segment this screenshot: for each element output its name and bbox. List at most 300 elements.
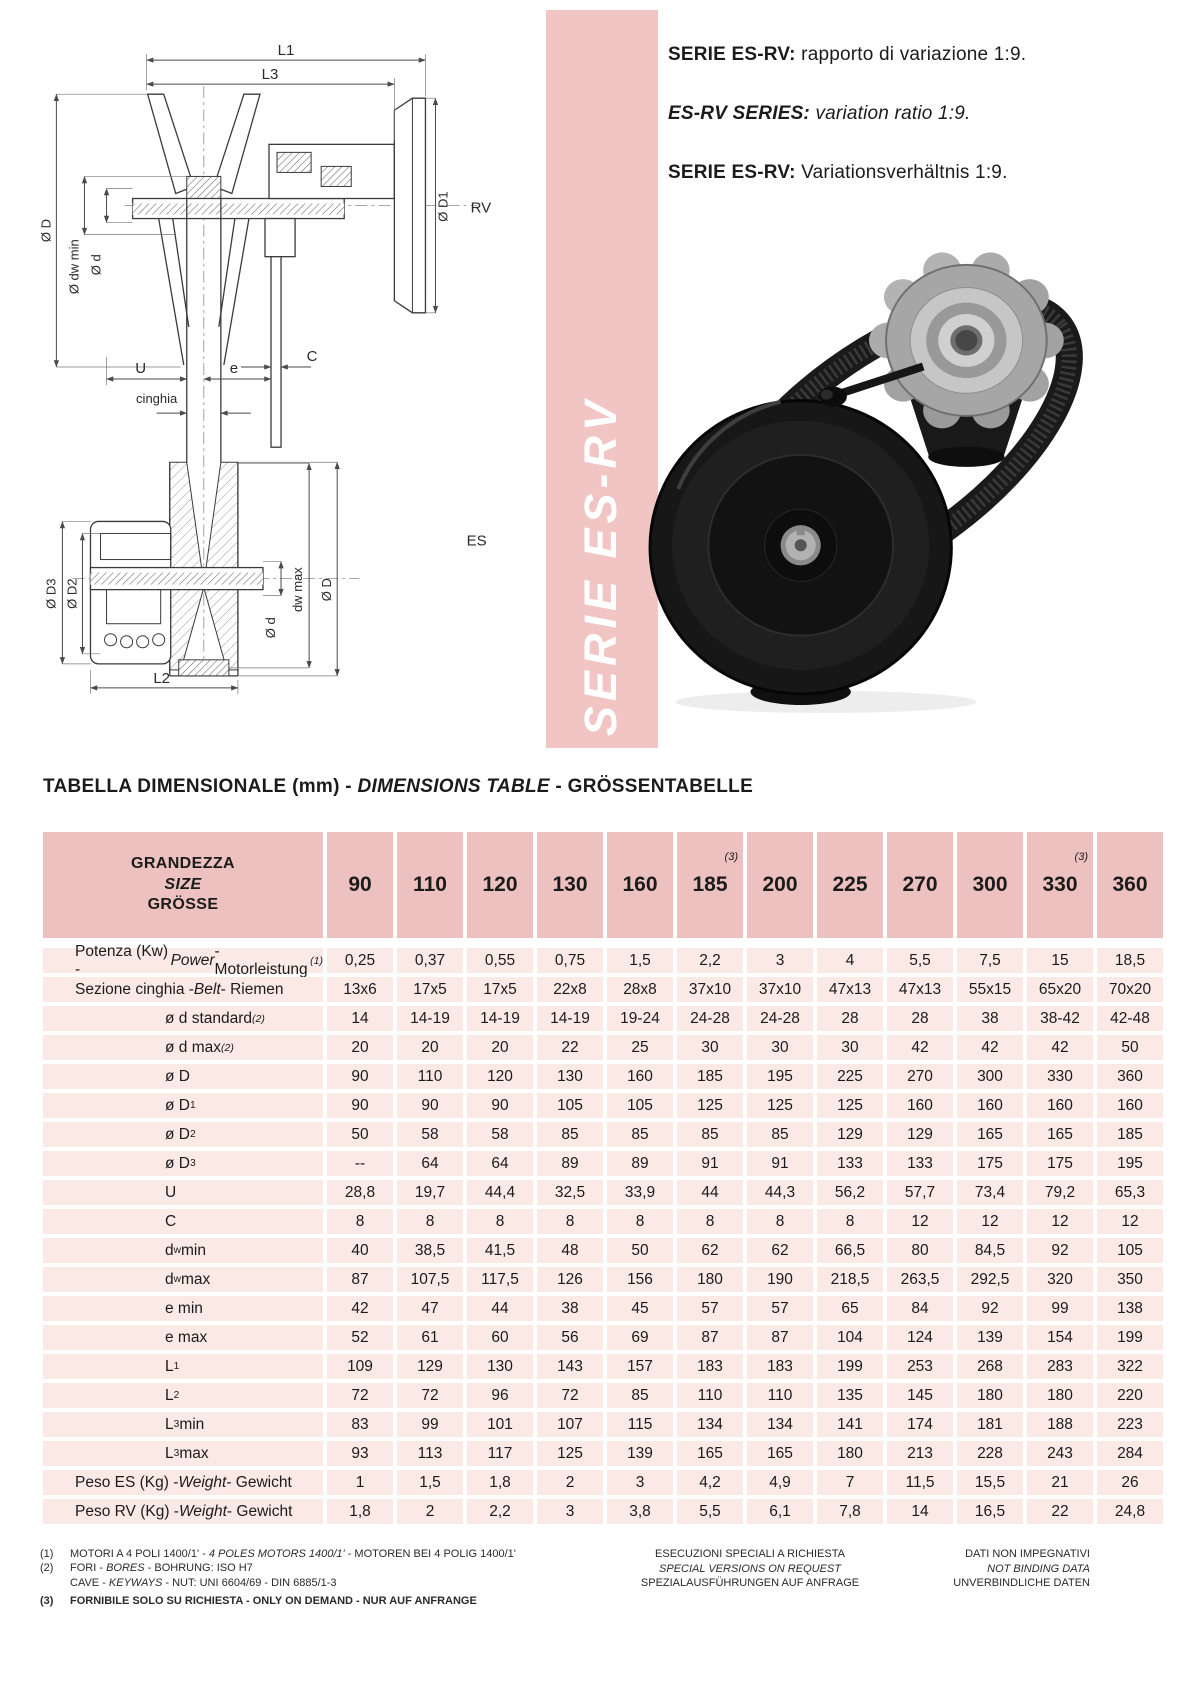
value-cell: 154 — [1027, 1325, 1093, 1350]
value-cell: 99 — [1027, 1296, 1093, 1321]
row-label — [43, 1151, 323, 1176]
value-cell: 12 — [1027, 1209, 1093, 1234]
text-part: d — [165, 1241, 174, 1259]
value-cell: 268 — [957, 1354, 1023, 1379]
text-part: L — [165, 1415, 174, 1433]
corner-line-en: SIZE — [164, 875, 202, 893]
value-cell: 165 — [677, 1441, 743, 1466]
value-cell: 56,2 — [817, 1180, 883, 1205]
size-column-header — [467, 832, 533, 938]
value-cell: 79,2 — [1027, 1180, 1093, 1205]
value-cell: 55x15 — [957, 977, 1023, 1002]
value-cell: 20 — [467, 1035, 533, 1060]
text-part: Potenza (Kw) - — [75, 942, 169, 978]
size-column-header — [817, 832, 883, 938]
size-column-header — [1027, 832, 1093, 938]
dim-label-l1: L1 — [277, 42, 295, 60]
value-cell: 134 — [747, 1412, 813, 1437]
text-part: max — [181, 1270, 211, 1288]
size-column-header — [537, 832, 603, 938]
size-label: 200 — [762, 873, 798, 896]
text-part: - NUT: UNI 6604/69 - DIN 6885/1-3 — [162, 1576, 337, 1589]
value-cell: 8 — [607, 1209, 673, 1234]
value-cell: 84 — [887, 1296, 953, 1321]
value-cell: 69 — [607, 1325, 673, 1350]
table-header-row — [43, 832, 1163, 938]
dim-label-u: U — [135, 360, 147, 378]
value-cell: 115 — [607, 1412, 673, 1437]
value-cell: 180 — [677, 1267, 743, 1292]
intro-line-rest: variation ratio 1:9. — [809, 103, 971, 124]
value-cell: 180 — [1027, 1383, 1093, 1408]
footer-right-line: UNVERBINDLICHE DATEN — [953, 1577, 1090, 1590]
value-cell: 96 — [467, 1383, 533, 1408]
value-cell: 38 — [957, 1006, 1023, 1031]
value-cell: 284 — [1097, 1441, 1163, 1466]
value-cell: 22 — [1027, 1499, 1093, 1524]
value-cell: 87 — [327, 1267, 393, 1292]
value-cell: 72 — [327, 1383, 393, 1408]
value-cell: 165 — [1027, 1122, 1093, 1147]
intro-line-lead: SERIE ES-RV: — [668, 44, 796, 65]
value-cell: 40 — [327, 1238, 393, 1263]
row-label — [43, 1441, 323, 1466]
text-part: ø D — [165, 1096, 190, 1114]
footnote-line — [70, 1576, 337, 1590]
size-column-header — [327, 832, 393, 938]
value-cell: 185 — [677, 1064, 743, 1089]
value-cell: 0,37 — [397, 948, 463, 973]
dim-label-l3: L3 — [261, 66, 279, 84]
value-cell: 8 — [817, 1209, 883, 1234]
value-cell: 243 — [1027, 1441, 1093, 1466]
size-column-header — [887, 832, 953, 938]
value-cell: 92 — [957, 1296, 1023, 1321]
row-label — [43, 1122, 323, 1147]
value-cell: 42-48 — [1097, 1006, 1163, 1031]
value-cell: 157 — [607, 1354, 673, 1379]
value-cell: 14-19 — [397, 1006, 463, 1031]
value-cell: 57 — [677, 1296, 743, 1321]
text-part: L — [165, 1386, 174, 1404]
value-cell: 80 — [887, 1238, 953, 1263]
intro-line — [668, 44, 1188, 66]
value-cell: 83 — [327, 1412, 393, 1437]
row-label — [43, 1354, 323, 1379]
value-cell: 199 — [817, 1354, 883, 1379]
footnote — [40, 1594, 516, 1608]
value-cell: 89 — [607, 1151, 673, 1176]
dim-label-d1: Ø D1 — [435, 191, 451, 222]
value-cell: 292,5 — [957, 1267, 1023, 1292]
value-cell: 93 — [327, 1441, 393, 1466]
value-cell: 2,2 — [677, 948, 743, 973]
size-label: 300 — [972, 873, 1008, 896]
dim-label-c: C — [306, 347, 318, 365]
value-cell: 62 — [747, 1238, 813, 1263]
value-cell: 89 — [537, 1151, 603, 1176]
value-cell: 135 — [817, 1383, 883, 1408]
text-part: 1 — [189, 1100, 196, 1111]
value-cell: 15 — [1027, 948, 1093, 973]
text-part: (2) — [220, 1041, 234, 1054]
value-cell: 33,9 — [607, 1180, 673, 1205]
row-label — [43, 942, 323, 978]
value-cell: 84,5 — [957, 1238, 1023, 1263]
es-unit-label: ES — [466, 532, 487, 550]
table-corner-header — [43, 832, 323, 938]
value-cell: 28 — [887, 1006, 953, 1031]
value-cell: 117,5 — [467, 1267, 533, 1292]
size-footnote-mark: (3) — [1074, 851, 1088, 863]
text-part: Peso ES (Kg) - — [75, 1473, 179, 1491]
value-cell: 5,5 — [887, 948, 953, 973]
text-part: w — [173, 1245, 182, 1256]
text-part: - Motorleistung — [214, 942, 308, 978]
footnote-number: (2) — [40, 1562, 54, 1575]
row-label — [43, 1267, 323, 1292]
intro-line-lead: SERIE ES-RV: — [668, 162, 796, 183]
footnote-line — [70, 1547, 516, 1561]
value-cell: 145 — [887, 1383, 953, 1408]
value-cell: 138 — [1097, 1296, 1163, 1321]
value-cell: 8 — [747, 1209, 813, 1234]
dim-label-d-2: Ø D — [319, 578, 335, 602]
value-cell: 19-24 — [607, 1006, 673, 1031]
value-cell: 0,55 — [467, 948, 533, 973]
value-cell: 24-28 — [677, 1006, 743, 1031]
value-cell: 190 — [747, 1267, 813, 1292]
row-label — [43, 1325, 323, 1350]
value-cell: 12 — [1097, 1209, 1163, 1234]
size-column-header — [677, 832, 743, 938]
text-part: FORNIBILE SOLO SU RICHIESTA - ONLY ON DEMAND - NUR AUF ANFRANGE — [70, 1594, 477, 1607]
value-cell: 263,5 — [887, 1267, 953, 1292]
value-cell: 129 — [887, 1122, 953, 1147]
value-cell: 47x13 — [887, 977, 953, 1002]
value-cell: 28 — [817, 1006, 883, 1031]
footer-special-versions — [620, 1547, 880, 1591]
value-cell: 160 — [887, 1093, 953, 1118]
value-cell: 188 — [1027, 1412, 1093, 1437]
intro-line-rest: Variationsverhältnis 1:9. — [795, 162, 1008, 183]
text-part: - Gewicht — [226, 1502, 293, 1520]
value-cell: 92 — [1027, 1238, 1093, 1263]
dim-label-d: Ø D — [38, 219, 54, 243]
value-cell: 2 — [537, 1470, 603, 1495]
size-label: 360 — [1112, 873, 1148, 896]
row-label — [43, 1499, 323, 1524]
text-part: e min — [165, 1299, 203, 1317]
size-label: 110 — [413, 873, 447, 896]
row-label — [43, 1209, 323, 1234]
value-cell: 90 — [327, 1093, 393, 1118]
value-cell: 7 — [817, 1470, 883, 1495]
value-cell: 24-28 — [747, 1006, 813, 1031]
dimensions-table — [43, 832, 1163, 1524]
value-cell: 110 — [677, 1383, 743, 1408]
value-cell: 107 — [537, 1412, 603, 1437]
text-part: min — [179, 1415, 205, 1433]
technical-drawing — [28, 26, 510, 718]
value-cell: 320 — [1027, 1267, 1093, 1292]
value-cell: 44,4 — [467, 1180, 533, 1205]
value-cell: 125 — [747, 1093, 813, 1118]
value-cell: 139 — [957, 1325, 1023, 1350]
text-part: U — [165, 1183, 177, 1201]
value-cell: 350 — [1097, 1267, 1163, 1292]
text-part: MOTORI A 4 POLI 1400/1' - — [70, 1548, 209, 1560]
value-cell: 126 — [537, 1267, 603, 1292]
intro-line-lead: ES-RV SERIES: — [668, 103, 810, 124]
row-label — [43, 1238, 323, 1263]
value-cell: 38-42 — [1027, 1006, 1093, 1031]
value-cell: 3 — [607, 1470, 673, 1495]
value-cell: 42 — [1027, 1035, 1093, 1060]
size-label: 185 — [692, 873, 728, 896]
value-cell: 181 — [957, 1412, 1023, 1437]
value-cell: 105 — [1097, 1238, 1163, 1263]
value-cell: 42 — [957, 1035, 1023, 1060]
value-cell: 183 — [677, 1354, 743, 1379]
size-label: 120 — [482, 873, 518, 896]
value-cell: 66,5 — [817, 1238, 883, 1263]
value-cell: 50 — [607, 1238, 673, 1263]
es-pulley-section — [90, 462, 262, 676]
value-cell: 24,8 — [1097, 1499, 1163, 1524]
value-cell: 87 — [677, 1325, 743, 1350]
value-cell: 133 — [817, 1151, 883, 1176]
value-cell: 44,3 — [747, 1180, 813, 1205]
row-label — [43, 1470, 323, 1495]
text-part: BORES — [106, 1562, 145, 1575]
value-cell: 283 — [1027, 1354, 1093, 1379]
dim-label-d2: Ø D2 — [64, 578, 80, 609]
value-cell: 129 — [397, 1354, 463, 1379]
corner-line-de: GRÖSSE — [147, 896, 219, 914]
dim-label-dw-min: Ø dw min — [66, 239, 82, 295]
value-cell: 72 — [397, 1383, 463, 1408]
value-cell: 37x10 — [677, 977, 743, 1002]
text-part: 3 — [173, 1448, 180, 1459]
value-cell: 3 — [747, 948, 813, 973]
value-cell: 22x8 — [537, 977, 603, 1002]
value-cell: 58 — [397, 1122, 463, 1147]
value-cell: 160 — [607, 1064, 673, 1089]
value-cell: 218,5 — [817, 1267, 883, 1292]
size-label: 90 — [348, 873, 372, 896]
text-part: w — [173, 1274, 182, 1285]
corner-line-it: GRANDEZZA — [130, 854, 236, 872]
text-part: d — [165, 1270, 174, 1288]
value-cell: 37x10 — [747, 977, 813, 1002]
value-cell: 85 — [607, 1383, 673, 1408]
belt-lines — [187, 198, 221, 462]
dim-label-e: e — [229, 360, 239, 378]
text-part: FORI - — [70, 1562, 107, 1575]
dim-label-d-small: Ø d — [88, 254, 104, 276]
footer-right-line: NOT BINDING DATA — [987, 1562, 1090, 1575]
value-cell: 47x13 — [817, 977, 883, 1002]
value-cell: 38 — [537, 1296, 603, 1321]
text-part: 1 — [173, 1361, 180, 1372]
row-label — [43, 1035, 323, 1060]
value-cell: 0,75 — [537, 948, 603, 973]
value-cell: 156 — [607, 1267, 673, 1292]
text-part: DIMENSIONS TABLE — [357, 776, 556, 797]
value-cell: 270 — [887, 1064, 953, 1089]
value-cell: 7,8 — [817, 1499, 883, 1524]
value-cell: 199 — [1097, 1325, 1163, 1350]
es-pulley-photo — [650, 401, 951, 705]
value-cell: 64 — [397, 1151, 463, 1176]
value-cell: 14-19 — [467, 1006, 533, 1031]
value-cell: 72 — [537, 1383, 603, 1408]
value-cell: 85 — [607, 1122, 673, 1147]
value-cell: 6,1 — [747, 1499, 813, 1524]
value-cell: 28,8 — [327, 1180, 393, 1205]
value-cell: 8 — [537, 1209, 603, 1234]
value-cell: 174 — [887, 1412, 953, 1437]
value-cell: 1 — [327, 1470, 393, 1495]
text-part: Peso RV (Kg) - — [75, 1502, 179, 1520]
value-cell: 139 — [607, 1441, 673, 1466]
value-cell: 120 — [467, 1064, 533, 1089]
value-cell: 48 — [537, 1238, 603, 1263]
text-part: CAVE - — [70, 1576, 109, 1589]
value-cell: 110 — [747, 1383, 813, 1408]
value-cell: 105 — [607, 1093, 673, 1118]
value-cell: 91 — [677, 1151, 743, 1176]
value-cell: 223 — [1097, 1412, 1163, 1437]
value-cell: 25 — [607, 1035, 673, 1060]
value-cell: 50 — [1097, 1035, 1163, 1060]
footer-not-binding — [890, 1547, 1090, 1591]
value-cell: 65,3 — [1097, 1180, 1163, 1205]
size-column-header — [957, 832, 1023, 938]
value-cell: 183 — [747, 1354, 813, 1379]
row-label — [43, 1383, 323, 1408]
value-cell: 15,5 — [957, 1470, 1023, 1495]
value-cell: 5,5 — [677, 1499, 743, 1524]
value-cell: 11,5 — [887, 1470, 953, 1495]
size-column-header — [747, 832, 813, 938]
value-cell: 130 — [537, 1064, 603, 1089]
text-part: (1) — [310, 954, 323, 967]
value-cell: 104 — [817, 1325, 883, 1350]
text-part: Weight — [178, 1473, 227, 1491]
value-cell: 38,5 — [397, 1238, 463, 1263]
size-label: 225 — [832, 873, 868, 896]
value-cell: 85 — [677, 1122, 743, 1147]
footnote-line — [70, 1561, 337, 1575]
value-cell: 8 — [327, 1209, 393, 1234]
row-label — [43, 1093, 323, 1118]
value-cell: 42 — [887, 1035, 953, 1060]
value-cell: 175 — [957, 1151, 1023, 1176]
footnote-lines — [70, 1594, 477, 1608]
text-part: L — [165, 1357, 174, 1375]
value-cell: 65x20 — [1027, 977, 1093, 1002]
text-part: 2 — [189, 1129, 196, 1140]
value-cell: 113 — [397, 1441, 463, 1466]
value-cell: 253 — [887, 1354, 953, 1379]
value-cell: 213 — [887, 1441, 953, 1466]
value-cell: 57,7 — [887, 1180, 953, 1205]
text-part: Power — [170, 951, 215, 969]
text-part: Sezione cinghia - — [75, 980, 194, 998]
value-cell: 32,5 — [537, 1180, 603, 1205]
value-cell: 57 — [747, 1296, 813, 1321]
footnotes — [40, 1547, 516, 1608]
footnote — [40, 1561, 516, 1590]
value-cell: 105 — [537, 1093, 603, 1118]
footnote — [40, 1547, 516, 1561]
value-cell: 195 — [1097, 1151, 1163, 1176]
text-part: - Riemen — [220, 980, 284, 998]
intro-line — [668, 103, 1188, 125]
text-part: 3 — [173, 1419, 180, 1430]
row-label — [43, 977, 323, 1002]
value-cell: 8 — [467, 1209, 533, 1234]
value-cell: 8 — [677, 1209, 743, 1234]
value-cell: 220 — [1097, 1383, 1163, 1408]
belt-label: cinghia — [136, 391, 178, 407]
dim-label-d3: Ø D3 — [43, 578, 59, 609]
value-cell: 300 — [957, 1064, 1023, 1089]
size-label: 130 — [552, 873, 588, 896]
value-cell: 28x8 — [607, 977, 673, 1002]
value-cell: 13x6 — [327, 977, 393, 1002]
text-part: max — [179, 1444, 209, 1462]
value-cell: 91 — [747, 1151, 813, 1176]
rv-unit-label: RV — [470, 199, 492, 217]
value-cell: 18,5 — [1097, 948, 1163, 973]
value-cell: 19,7 — [397, 1180, 463, 1205]
row-label — [43, 1006, 323, 1031]
value-cell: 21 — [1027, 1470, 1093, 1495]
value-cell: 1,8 — [327, 1499, 393, 1524]
text-part: ø d standard — [165, 1009, 253, 1027]
value-cell: 143 — [537, 1354, 603, 1379]
value-cell: 2,2 — [467, 1499, 533, 1524]
value-cell: 20 — [397, 1035, 463, 1060]
value-cell: 141 — [817, 1412, 883, 1437]
text-part: 3 — [189, 1158, 196, 1169]
value-cell: 45 — [607, 1296, 673, 1321]
row-label — [43, 1064, 323, 1089]
text-part: ø D — [165, 1067, 190, 1085]
value-cell: 17x5 — [397, 977, 463, 1002]
size-column-header — [397, 832, 463, 938]
value-cell: 14-19 — [537, 1006, 603, 1031]
text-part: - GRÖSSENTABELLE — [555, 776, 754, 797]
value-cell: 2 — [397, 1499, 463, 1524]
intro-text — [668, 44, 1188, 221]
value-cell: 73,4 — [957, 1180, 1023, 1205]
text-part: 2 — [173, 1390, 180, 1401]
value-cell: 130 — [467, 1354, 533, 1379]
value-cell: 1,8 — [467, 1470, 533, 1495]
footer-right-line: DATI NON IMPEGNATIVI — [965, 1548, 1090, 1560]
value-cell: 58 — [467, 1122, 533, 1147]
text-part: Belt — [193, 980, 221, 998]
value-cell: 3 — [537, 1499, 603, 1524]
text-part: ø D — [165, 1125, 190, 1143]
value-cell: 160 — [1097, 1093, 1163, 1118]
value-cell: 52 — [327, 1325, 393, 1350]
table-body — [43, 942, 1163, 1524]
